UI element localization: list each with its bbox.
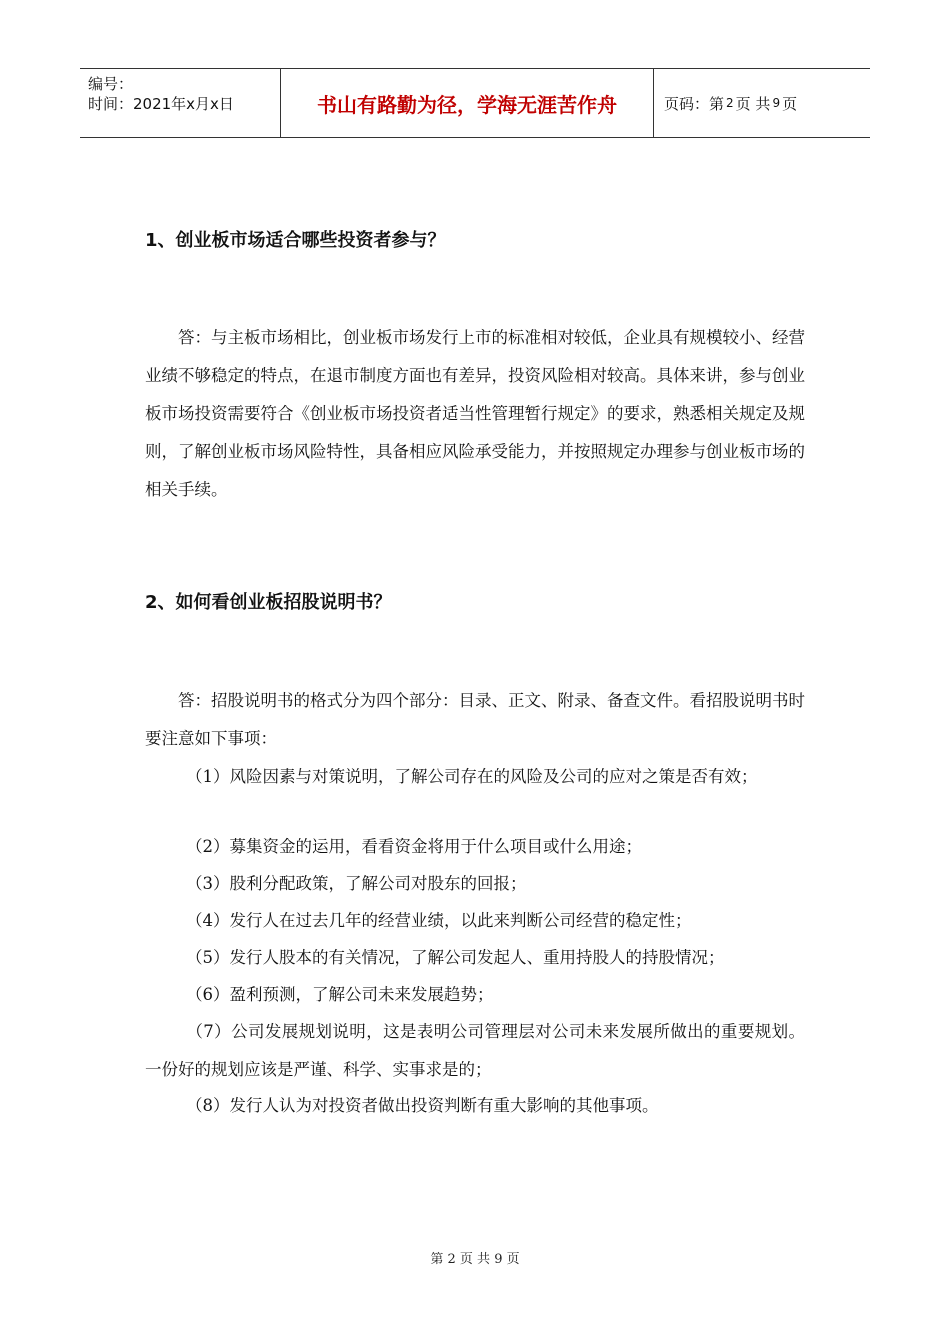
- list-item-text: （6）盈利预测，了解公司未来发展趋势；: [186, 985, 494, 1004]
- list-item: [145, 1013, 805, 1089]
- answer-1-text: 答：与主板市场相比，创业板市场发行上市的标准相对较低，企业具有规模较小、经营业绩不够稳定的特点，在退市制度方面也有差异，投资风险相对较高。具体来讲，参与创业板市场投资需要符合《创业板市场投资者适当性管理暂行规定》的要求，熟悉相关规定及规则，了解创业板市场风险特性，具备相应风险承受能力，并按照规定办理参与创业板市场的相关手续。: [145, 328, 805, 499]
- list-item: [145, 976, 805, 1014]
- list-item-text: （8）发行人认为对投资者做出投资判断有重大影响的其他事项。: [186, 1096, 659, 1115]
- list-item: [145, 902, 805, 940]
- list-item: [145, 828, 805, 866]
- list-item: [145, 758, 805, 796]
- page-prefix: 页码：第: [664, 94, 725, 113]
- question-1-heading: 1、创业板市场适合哪些投资者参与？: [145, 230, 446, 251]
- page-current: 2: [726, 96, 734, 110]
- header-motto: 书山有路勤为径，学海无涯苦作舟: [281, 69, 654, 137]
- document-date: 时间：2021年x月x日: [88, 95, 234, 113]
- page-header: [80, 68, 870, 138]
- answer-2-paragraph: [145, 682, 805, 758]
- answer-1-paragraph: [145, 319, 805, 509]
- page-suffix: 页: [782, 94, 798, 113]
- question-2-heading: 2、如何看创业板招股说明书？: [145, 592, 392, 613]
- answer-2-text: 答：招股说明书的格式分为四个部分：目录、正文、附录、备查文件。看招股说明书时要注意如下事项：: [145, 691, 805, 748]
- list-item: [145, 865, 805, 903]
- header-page-info: [654, 69, 870, 137]
- list-item-text: （1）风险因素与对策说明，了解公司存在的风险及公司的应对之策是否有效；: [186, 767, 758, 786]
- list-item: [145, 939, 805, 977]
- page-footer: 第 2 页 共 9 页: [430, 1252, 520, 1267]
- document-number-label: 编号：: [88, 75, 134, 93]
- list-item-text: （3）股利分配政策，了解公司对股东的回报；: [186, 874, 527, 893]
- list-item-text: （5）发行人股本的有关情况，了解公司发起人、重用持股人的持股情况；: [186, 948, 725, 967]
- list-item-text: （2）募集资金的运用，看看资金将用于什么项目或什么用途；: [186, 837, 642, 856]
- page-mid: 页 共: [735, 94, 771, 113]
- list-item-text: （7）公司发展规划说明，这是表明公司管理层对公司未来发展所做出的重要规划。一份好的规划应该是严谨、科学、实事求是的；: [145, 1022, 805, 1079]
- list-item-text: （4）发行人在过去几年的经营业绩，以此来判断公司经营的稳定性；: [186, 911, 692, 930]
- list-item: [145, 1087, 805, 1125]
- header-meta-cell: [80, 69, 281, 137]
- page-total: 9: [772, 96, 781, 110]
